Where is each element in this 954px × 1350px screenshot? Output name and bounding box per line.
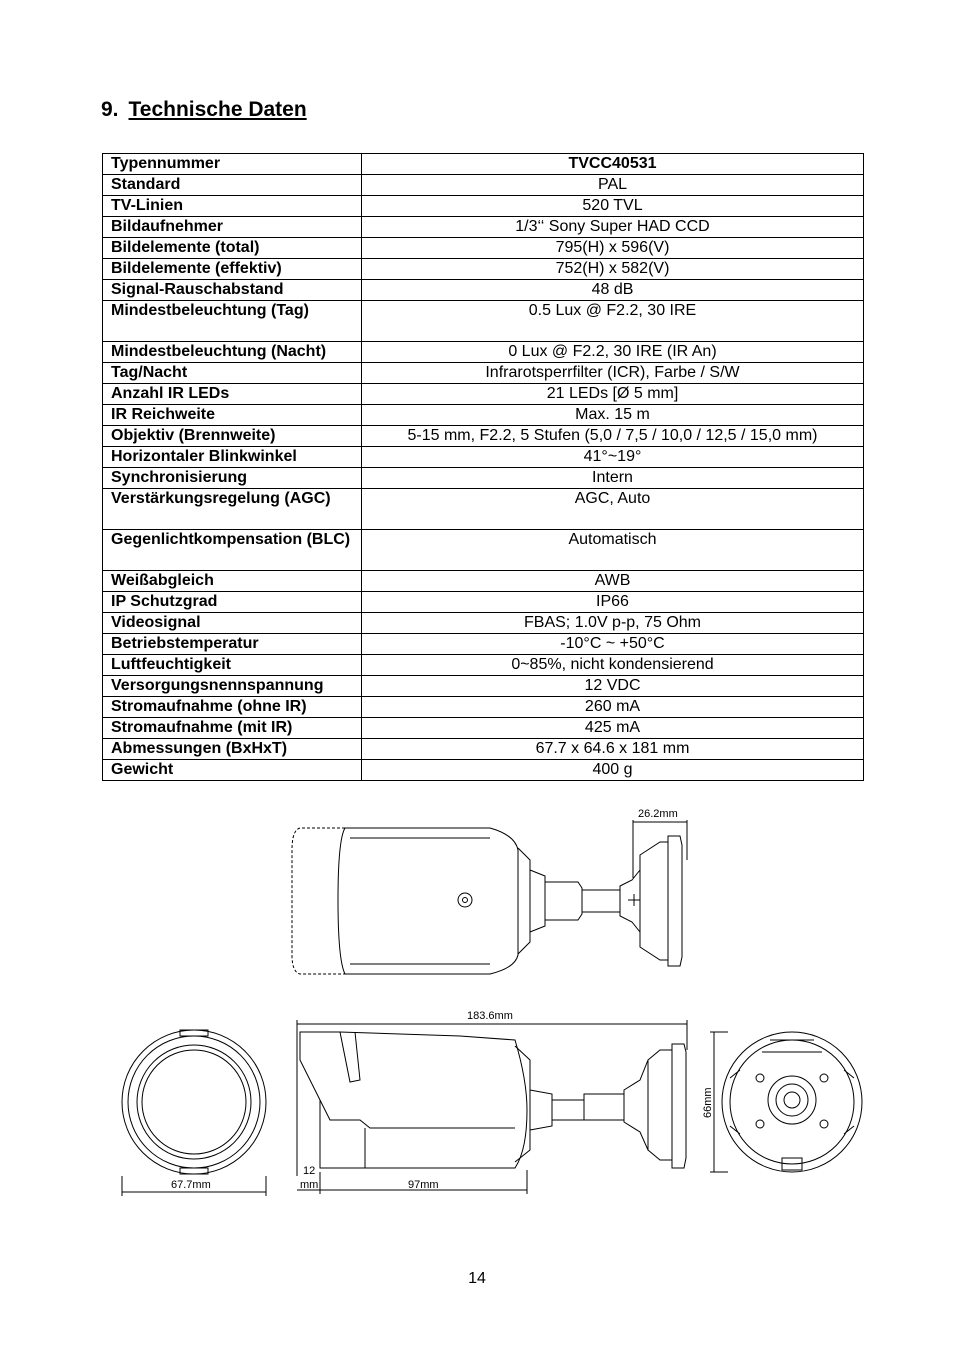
spec-label: Bildaufnehmer: [103, 217, 362, 238]
spec-label: Synchronisierung: [103, 468, 362, 489]
spec-value: Infrarotsperrfilter (ICR), Farbe / S/W: [362, 363, 864, 384]
spec-value: 67.7 x 64.6 x 181 mm: [362, 739, 864, 760]
spec-value: Intern: [362, 468, 864, 489]
spec-label: Mindestbeleuchtung (Tag): [103, 301, 362, 342]
spec-label: Luftfeuchtigkeit: [103, 655, 362, 676]
spec-label: Horizontaler Blinkwinkel: [103, 447, 362, 468]
spec-value: 5-15 mm, F2.2, 5 Stufen (5,0 / 7,5 / 10,0 / 12,5 / 15,0 mm): [362, 426, 864, 447]
dim-total-length: 183.6mm: [467, 1010, 513, 1022]
spec-value: 0 Lux @ F2.2, 30 IRE (IR An): [362, 342, 864, 363]
spec-label: Signal-Rauschabstand: [103, 280, 362, 301]
spec-label: Anzahl IR LEDs: [103, 384, 362, 405]
section-number: 9.: [101, 98, 119, 121]
camera-front-view: [122, 1030, 266, 1196]
spec-label: Abmessungen (BxHxT): [103, 739, 362, 760]
dim-bracket-depth: 26.2mm: [638, 808, 678, 820]
spec-value: 425 mA: [362, 718, 864, 739]
spec-value: -10°C ~ +50°C: [362, 634, 864, 655]
spec-label: Objektiv (Brennweite): [103, 426, 362, 447]
camera-side-view: [297, 1010, 687, 1194]
spec-label: Stromaufnahme (mit IR): [103, 718, 362, 739]
spec-value: AGC, Auto: [362, 489, 864, 530]
spec-value: 41°~19°: [362, 447, 864, 468]
spec-value: 0.5 Lux @ F2.2, 30 IRE: [362, 301, 864, 342]
dim-height: 66mm: [702, 1087, 714, 1118]
camera-rear-view: [702, 1032, 862, 1172]
spec-label: Verstärkungsregelung (AGC): [103, 489, 362, 530]
camera-top-view: [292, 808, 687, 974]
spec-value: 1/3‘‘ Sony Super HAD CCD: [362, 217, 864, 238]
spec-value: 520 TVL: [362, 196, 864, 217]
page-number: 14: [468, 1270, 486, 1287]
spec-label: Tag/Nacht: [103, 363, 362, 384]
dim-offset-value: 12: [303, 1165, 316, 1177]
spec-value: IP66: [362, 592, 864, 613]
spec-label: Videosignal: [103, 613, 362, 634]
spec-label: Gewicht: [103, 760, 362, 781]
spec-value: 795(H) x 596(V): [362, 238, 864, 259]
spec-label: Weißabgleich: [103, 571, 362, 592]
spec-value: PAL: [362, 175, 864, 196]
spec-label: Typennummer: [103, 154, 362, 175]
spec-label: IP Schutzgrad: [103, 592, 362, 613]
spec-value: 752(H) x 582(V): [362, 259, 864, 280]
spec-label: Mindestbeleuchtung (Nacht): [103, 342, 362, 363]
spec-label: Betriebstemperatur: [103, 634, 362, 655]
spec-label: Bildelemente (total): [103, 238, 362, 259]
spec-label: Standard: [103, 175, 362, 196]
spec-label: TV-Linien: [103, 196, 362, 217]
spec-label: Stromaufnahme (ohne IR): [103, 697, 362, 718]
spec-value: AWB: [362, 571, 864, 592]
dim-housing-length: 97mm: [408, 1179, 439, 1191]
spec-value: TVCC40531: [362, 154, 864, 175]
spec-label: Bildelemente (effektiv): [103, 259, 362, 280]
spec-value: 260 mA: [362, 697, 864, 718]
spec-label: Gegenlichtkompensation (BLC): [103, 530, 362, 571]
spec-value: 400 g: [362, 760, 864, 781]
spec-value: Max. 15 m: [362, 405, 864, 426]
spec-label: Versorgungsnennspannung: [103, 676, 362, 697]
spec-label: IR Reichweite: [103, 405, 362, 426]
spec-value: 12 VDC: [362, 676, 864, 697]
dim-offset-unit: mm: [300, 1179, 319, 1191]
dim-width: 67.7mm: [171, 1179, 211, 1191]
spec-value: 48 dB: [362, 280, 864, 301]
section-title: Technische Daten: [128, 98, 307, 121]
spec-value: 0~85%, nicht kondensierend: [362, 655, 864, 676]
spec-value: 21 LEDs [Ø 5 mm]: [362, 384, 864, 405]
spec-value: Automatisch: [362, 530, 864, 571]
spec-value: FBAS; 1.0V p-p, 75 Ohm: [362, 613, 864, 634]
